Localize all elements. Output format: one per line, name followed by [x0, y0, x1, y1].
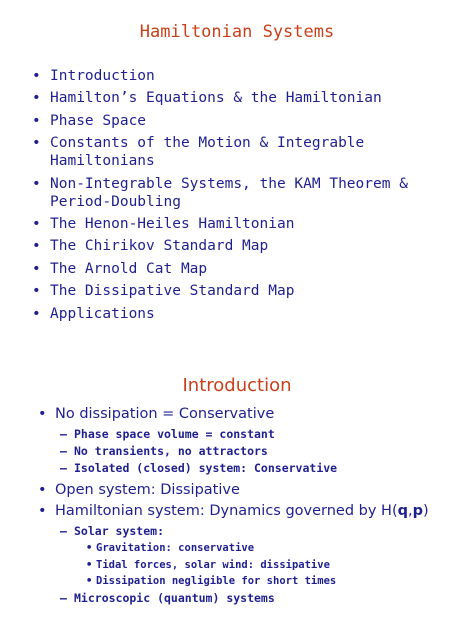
- close-paren: ): [423, 503, 429, 519]
- comma: ,: [408, 503, 413, 519]
- bullet: •: [86, 558, 93, 571]
- list-item: [32, 67, 452, 85]
- introduction-outline: [38, 405, 458, 607]
- sub-list-item: [38, 460, 458, 477]
- sub-list-item-text: Phase space volume = constant: [74, 427, 275, 441]
- sub-list-item-text: Microscopic (quantum) systems: [74, 590, 275, 605]
- bullet: •: [38, 482, 47, 498]
- list-item: [32, 237, 452, 255]
- p-symbol: p: [412, 503, 424, 519]
- table-of-contents: [32, 67, 452, 327]
- list-item: [32, 134, 452, 170]
- bullet: •: [32, 260, 41, 277]
- bullet: •: [38, 406, 47, 422]
- sub-sub-list-item-text: Gravitation: conservative: [96, 542, 255, 554]
- sub-list-item: [38, 426, 458, 443]
- sub-list-item: [38, 523, 458, 540]
- q-symbol: q: [397, 503, 409, 519]
- list-item-text: Phase Space: [50, 112, 147, 129]
- bullet: •: [32, 135, 41, 152]
- list-item-text: Introduction: [50, 68, 155, 84]
- list-item-text: Constants of the Motion & Integrable Hamiltonians: [50, 135, 365, 170]
- list-item-text: Open system: Dissipative: [55, 482, 240, 498]
- bullet: •: [32, 215, 41, 232]
- sub-list-item-text: Isolated (closed) system: Conservative: [74, 461, 338, 475]
- list-item-text: The Arnold Cat Map: [50, 260, 208, 277]
- bullet: •: [86, 575, 93, 587]
- sub-list-item: [38, 443, 458, 460]
- sub-sub-list-item: [38, 540, 458, 557]
- bullet: •: [86, 542, 93, 554]
- bullet: •: [32, 68, 41, 84]
- list-item: [32, 282, 452, 300]
- sub-list-item-text: Solar system:: [74, 524, 165, 538]
- bullet: •: [32, 238, 41, 255]
- bullet: •: [32, 90, 41, 107]
- list-item: [32, 260, 452, 278]
- dash: –: [60, 590, 67, 605]
- list-item: [32, 305, 452, 323]
- sub-list-item: [38, 590, 458, 607]
- list-item: [38, 502, 445, 520]
- list-item: [32, 112, 452, 130]
- dash: –: [60, 427, 67, 441]
- list-item-text: Hamiltonian system: Dynamics governed by H(: [55, 503, 398, 519]
- sub-sub-list-item: [38, 557, 458, 574]
- list-item: [32, 175, 452, 211]
- sub-list-item-text: No transients, no attractors: [74, 444, 268, 458]
- list-item-text: Non-Integrable Systems, the KAM Theorem & Period-Doubling: [50, 175, 408, 210]
- dash: –: [60, 461, 67, 475]
- list-item-text: The Dissipative Standard Map: [50, 283, 295, 300]
- sub-sub-list-item-text: Tidal forces, solar wind: dissipative: [96, 558, 330, 571]
- bullet: •: [32, 305, 41, 322]
- list-item-text: The Chirikov Standard Map: [50, 238, 269, 255]
- list-item-text: Hamilton’s Equations & the Hamiltonian: [50, 90, 382, 107]
- list-item: [38, 481, 458, 499]
- list-item: [38, 405, 458, 423]
- dash: –: [60, 524, 67, 538]
- sub-sub-list-item-text: Dissipation negligible for short times: [96, 575, 337, 587]
- dash: –: [60, 444, 67, 458]
- list-item-text: No dissipation = Conservative: [55, 406, 275, 422]
- sub-sub-list-item: [38, 573, 458, 590]
- list-item-text: The Henon-Heiles Hamiltonian: [50, 215, 295, 232]
- section-title: Introduction: [182, 375, 292, 396]
- list-item-text: Applications: [50, 305, 155, 322]
- bullet: •: [38, 503, 47, 519]
- bullet: •: [32, 175, 41, 192]
- slide-title: Hamiltonian Systems: [139, 22, 335, 42]
- list-item: [32, 215, 452, 233]
- bullet: •: [32, 283, 41, 300]
- list-item: [32, 89, 452, 107]
- bullet: •: [32, 112, 41, 129]
